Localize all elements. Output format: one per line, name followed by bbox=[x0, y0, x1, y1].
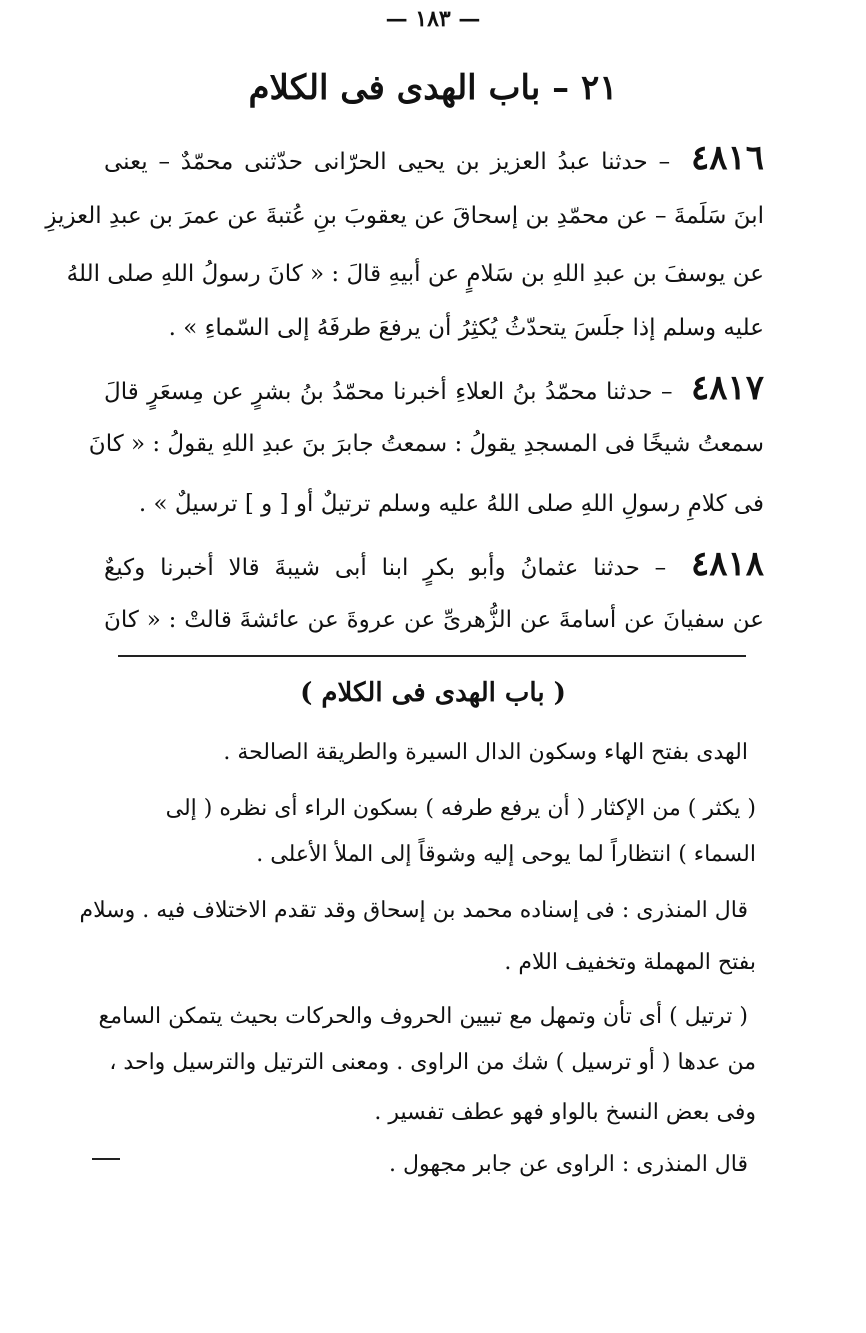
hadith-number: ٤٨١٧ bbox=[690, 368, 764, 408]
commentary-line-5: بفتح المهملة وتخفيف اللام . bbox=[504, 950, 756, 975]
hadith-4818-line-2: عن سفيانَ عن أسامةَ عن الزُّهرىِّ عن عروةَ عن عائشةَ قالتْ : « كانَ bbox=[104, 607, 764, 633]
chapter-title: ٢١ – باب الهدى فى الكلام bbox=[248, 68, 618, 108]
commentary-line-3: السماء ) انتظاراً لما يوحى إليه وشوقاً إلى الملأ الأعلى . bbox=[256, 842, 756, 867]
hadith-4816-line-1 bbox=[104, 138, 764, 178]
hadith-text: – حدثنا محمّدُ بنُ العلاءِ أخبرنا محمّدُ بنُ بشرٍ عن مِسعَرٍ قالَ bbox=[104, 379, 673, 405]
commentary-title: ( باب الهدى فى الكلام ) bbox=[300, 678, 566, 708]
hadith-text: – حدثنا عبدُ العزيز بن يحيى الحرّانى حدّثنى محمّدٌ – يعنى bbox=[104, 149, 671, 175]
commentary-line-6: ( ترتيل ) أى تأن وتمهل مع تبيين الحروف والحركات بحيث يتمكن السامع bbox=[98, 1004, 748, 1029]
hadith-text: – حدثنا عثمانُ وأبو بكرٍ ابنا أبى شيبةَ قالا أخبرنا وكيعٌ bbox=[104, 555, 667, 581]
hadith-4818-line-1 bbox=[104, 544, 765, 584]
commentary-line-7: من عدها ( أو ترسيل ) شك من الراوى . ومعنى الترتيل والترسيل واحد ، bbox=[109, 1050, 756, 1075]
hadith-4817-line-3: فى كلامِ رسولِ اللهِ صلى اللهُ عليه وسلم ترتيلٌ أو [ و ] ترسيلٌ » . bbox=[138, 491, 764, 517]
commentary-line-2: ( يكثر ) من الإكثار ( أن يرفع طرفه ) بسكون الراء أى نظره ( إلى bbox=[165, 796, 756, 821]
page-number: — ١٨٣ — bbox=[385, 6, 481, 32]
end-dash bbox=[92, 1158, 120, 1160]
footnote-divider bbox=[118, 655, 746, 657]
hadith-4817-line-2: سمعتُ شيخًا فى المسجدِ يقولُ : سمعتُ جابرَ بنَ عبدِ اللهِ يقولُ : « كانَ bbox=[88, 431, 764, 457]
commentary-line-9: قال المنذرى : الراوى عن جابر مجهول . bbox=[389, 1152, 748, 1177]
hadith-4816-line-4: عليه وسلم إذا جلَسَ يتحدّثُ يُكثِرُ أن يرفعَ طرفَهُ إلى السّماءِ » . bbox=[168, 315, 764, 341]
commentary-line-8: وفى بعض النسخ بالواو فهو عطف تفسير . bbox=[374, 1100, 756, 1125]
hadith-number: ٤٨١٨ bbox=[690, 544, 765, 584]
commentary-line-1: الهدى بفتح الهاء وسكون الدال السيرة والطريقة الصالحة . bbox=[223, 740, 748, 765]
hadith-4816-line-3: عن يوسفَ بن عبدِ اللهِ بن سَلامٍ عن أبيهِ قالَ : « كانَ رسولُ اللهِ صلى اللهُ bbox=[66, 261, 764, 287]
hadith-4816-line-2: ابنَ سَلَمةَ – عن محمّدِ بن إسحاقَ عن يعقوبَ بنِ عُتبةَ عن عمرَ بن عبدِ العزيزِ bbox=[45, 203, 764, 229]
hadith-number: ٤٨١٦ bbox=[690, 138, 764, 178]
commentary-line-4: قال المنذرى : فى إسناده محمد بن إسحاق وقد تقدم الاختلاف فيه . وسلام bbox=[79, 898, 748, 923]
hadith-4817-line-1 bbox=[104, 368, 764, 408]
